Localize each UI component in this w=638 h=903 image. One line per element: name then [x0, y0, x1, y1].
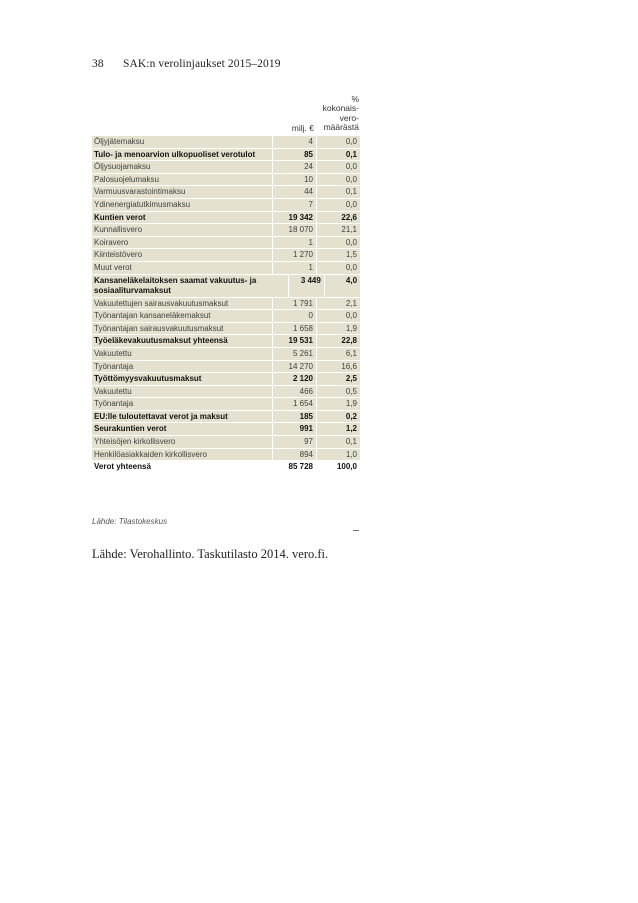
row-label: Kuntien verot [94, 212, 146, 222]
row-label: Öljyjätemaksu [94, 137, 145, 146]
row-amount: 5 261 [272, 348, 316, 360]
row-percent: 0,0 [316, 310, 360, 322]
table-row [92, 199, 360, 212]
row-percent: 0,0 [316, 199, 360, 211]
table-row [92, 161, 360, 174]
row-amount: 10 [272, 174, 316, 186]
row-amount: 1 270 [272, 249, 316, 261]
row-label: Öljysuojamaksu [94, 162, 151, 172]
table-row [92, 373, 360, 386]
total-amount: 85 728 [272, 460, 316, 473]
row-percent: 0,0 [316, 161, 360, 173]
row-percent: 1,9 [316, 398, 360, 410]
table-body [92, 136, 360, 460]
row-amount: 19 342 [272, 212, 316, 224]
row-percent: 0,1 [316, 186, 360, 198]
row-label: Kiinteistövero [94, 250, 143, 260]
table-row [92, 361, 360, 374]
row-label: Työeläkevakuutusmaksut yhteensä [94, 336, 228, 346]
total-label: Verot yhteensä [94, 462, 151, 472]
table-row [92, 398, 360, 411]
table-total-row [92, 460, 360, 473]
row-percent: 0,0 [316, 174, 360, 186]
table-row [92, 423, 360, 436]
figure-source-note: Lähde: Tilastokeskus [92, 517, 168, 526]
row-label: Tulo- ja menoarvion ulkopuoliset verotulot [94, 149, 256, 159]
row-amount: 991 [272, 423, 316, 435]
page-header [92, 58, 281, 70]
row-amount: 24 [272, 161, 316, 173]
table-row [92, 186, 360, 199]
table-header [92, 93, 360, 136]
row-percent: 2,1 [316, 298, 360, 310]
row-label: Työnantajan kansaneläkemaksut [94, 311, 211, 321]
table-row [92, 348, 360, 361]
row-amount: 2 120 [272, 373, 316, 385]
table-row [92, 237, 360, 250]
row-label: Seurakuntien verot [94, 424, 167, 434]
table-row [92, 436, 360, 449]
tax-table [92, 93, 360, 473]
row-percent: 1,9 [316, 323, 360, 335]
row-amount: 0 [272, 310, 316, 322]
row-amount: 18 070 [272, 224, 316, 236]
row-amount: 185 [272, 411, 316, 423]
table-row [92, 449, 360, 461]
table-row [92, 149, 360, 162]
table-row [92, 262, 360, 275]
row-percent: 16,6 [316, 361, 360, 373]
row-label: EU:lle tuloutettavat verot ja maksut [94, 411, 228, 421]
row-label: Vakuutettu [94, 348, 132, 358]
row-label: Vakuutettujen sairausvakuutusmaksut [94, 298, 229, 308]
table-row [92, 174, 360, 187]
row-amount: 97 [272, 436, 316, 448]
row-amount: 1 [272, 237, 316, 249]
row-label: Työnantaja [94, 399, 134, 409]
row-label: Henkilöasiakkaiden kirkollisvero [94, 449, 207, 459]
column-header-percent: % kokonais- vero- määrästä [322, 93, 359, 133]
row-label: Varmuusvarastointimaksu [94, 187, 186, 197]
row-amount: 1 [272, 262, 316, 274]
row-label: Kansaneläkelaitoksen saamat vakuutus- ja sosiaaliturvamaksut [94, 275, 257, 295]
row-percent: 0,2 [316, 411, 360, 423]
running-title: SAK:n verolinjaukset 2015–2019 [122, 58, 281, 70]
table-row [92, 224, 360, 237]
page-number: 38 [92, 58, 104, 70]
row-label: Työnantaja [94, 361, 134, 371]
table-row [92, 136, 360, 149]
table-row [92, 386, 360, 399]
row-amount: 85 [272, 149, 316, 161]
row-percent: 2,5 [316, 373, 360, 385]
row-percent: 22,6 [316, 212, 360, 224]
table-row [92, 323, 360, 336]
row-label: Työttömyysvakuutusmaksut [94, 374, 202, 384]
row-percent: 22,8 [316, 335, 360, 347]
table-row [92, 335, 360, 348]
row-percent: 1,2 [316, 423, 360, 435]
row-percent: 0,1 [316, 436, 360, 448]
row-percent: 0,0 [316, 136, 360, 148]
row-label: Vakuutettu [94, 386, 132, 396]
table-row [92, 298, 360, 311]
row-percent: 0,1 [316, 149, 360, 161]
row-percent: 0,5 [316, 386, 360, 398]
row-label: Ydinenergiatutkimusmaksu [94, 199, 191, 209]
row-percent: 6,1 [316, 348, 360, 360]
column-header-amount: milj. € [291, 123, 314, 133]
row-amount: 3 449 [288, 275, 324, 297]
row-label: Yhteisöjen kirkollisvero [94, 437, 176, 447]
row-percent: 0,0 [316, 237, 360, 249]
row-amount: 44 [272, 186, 316, 198]
row-label: Työnantajan sairausvakuutusmaksut [94, 323, 224, 333]
row-label: Koiravero [94, 237, 129, 247]
table-row [92, 310, 360, 323]
row-amount: 14 270 [272, 361, 316, 373]
row-percent: 1,5 [316, 249, 360, 261]
row-percent: 0,0 [316, 262, 360, 274]
row-amount: 1 654 [272, 398, 316, 410]
total-percent: 100,0 [316, 460, 360, 473]
row-amount: 466 [272, 386, 316, 398]
row-percent: 4,0 [324, 275, 360, 297]
row-label: Muut verot [94, 262, 132, 272]
page-source-note: Lähde: Verohallinto. Taskutilasto 2014. vero.fi. [92, 547, 329, 561]
row-amount: 4 [272, 136, 316, 148]
row-label: Kunnallisvero [94, 225, 143, 235]
row-percent: 21,1 [316, 224, 360, 236]
dash-mark [353, 530, 359, 531]
row-amount: 19 531 [272, 335, 316, 347]
row-amount: 894 [272, 449, 316, 461]
row-amount: 7 [272, 199, 316, 211]
row-label: Palosuojelumaksu [94, 174, 159, 184]
table-row [92, 212, 360, 225]
table-row [92, 411, 360, 424]
row-percent: 1,0 [316, 449, 360, 461]
table-row [92, 249, 360, 262]
row-amount: 1 791 [272, 298, 316, 310]
table-row [92, 275, 360, 298]
row-amount: 1 658 [272, 323, 316, 335]
